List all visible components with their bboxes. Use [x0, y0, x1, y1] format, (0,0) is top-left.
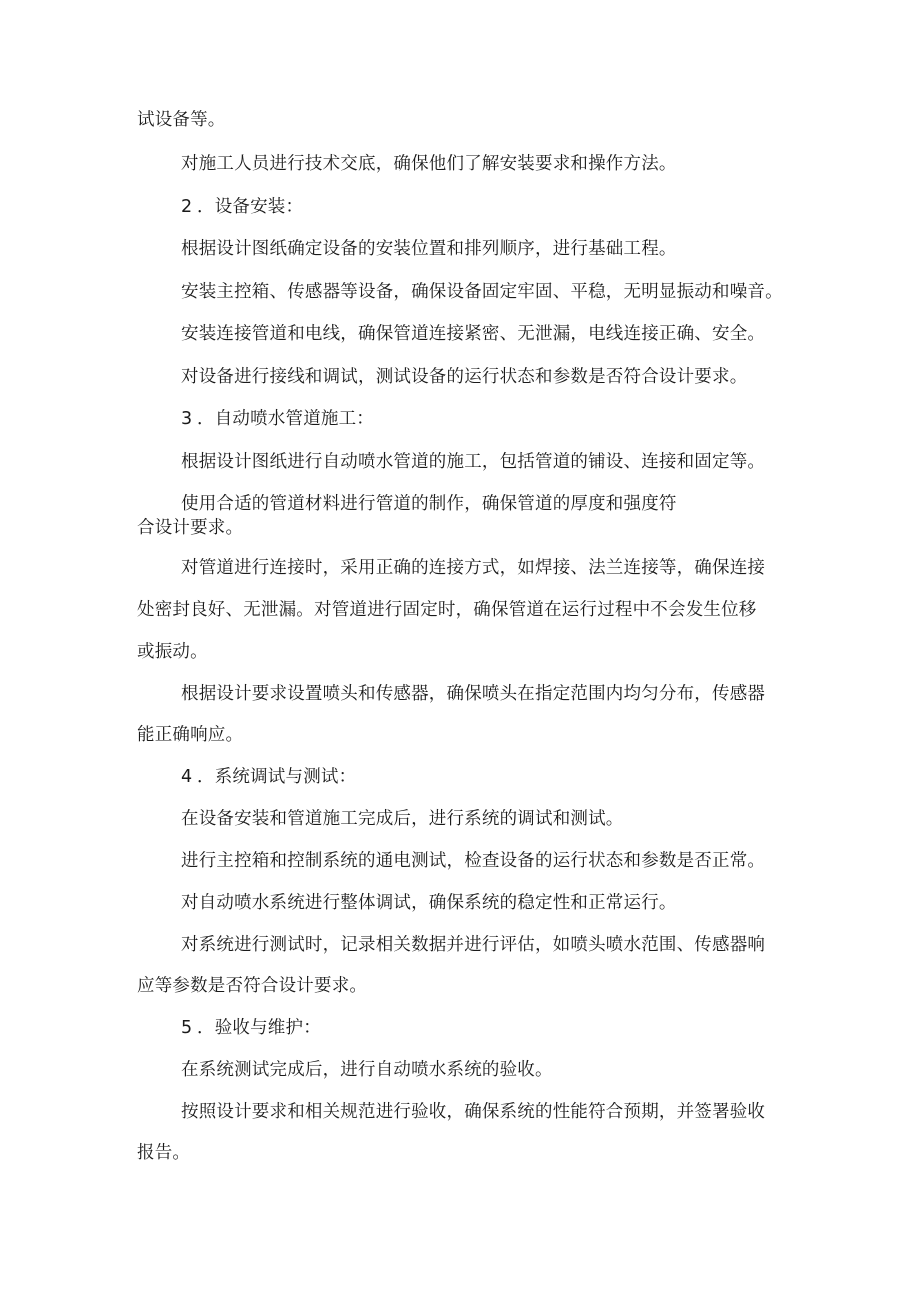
paragraph-line: 试设备等。: [137, 110, 226, 130]
section-number: 5: [181, 1018, 193, 1038]
paragraph-line: 对管道进行连接时，采用正确的连接方式，如焊接、法兰连接等，确保连接: [181, 558, 766, 578]
paragraph-line: 处密封良好、无泄漏。对管道进行固定时，确保管道在运行过程中不会发生位移: [137, 600, 757, 620]
paragraph-line: 安装主控箱、传感器等设备，确保设备固定牢固、平稳，无明显振动和噪音。: [181, 282, 783, 302]
section-heading-3: [181, 407, 374, 431]
paragraph-line: 或振动。: [137, 642, 208, 662]
paragraph-line: 对系统进行测试时，记录相关数据并进行评估，如喷头喷水范围、传感器响: [181, 935, 766, 955]
paragraph-line: 合设计要求。: [137, 518, 244, 538]
section-number: 4: [181, 767, 193, 787]
paragraph-line: 应等参数是否符合设计要求。: [137, 976, 368, 996]
section-title: ．自动喷水管道施工：: [197, 409, 374, 429]
paragraph-line: 根据设计图纸确定设备的安装位置和排列顺序，进行基础工程。: [181, 239, 677, 259]
section-heading-4: [181, 765, 356, 789]
section-heading-5: [181, 1016, 321, 1040]
paragraph-line: 对自动喷水系统进行整体调试，确保系统的稳定性和正常运行。: [181, 893, 677, 913]
paragraph-line: 对设备进行接线和调试，测试设备的运行状态和参数是否符合设计要求。: [181, 367, 748, 387]
section-number: 2: [181, 197, 193, 217]
paragraph-line: 能正确响应。: [137, 725, 244, 745]
paragraph-line: 安装连接管道和电线，确保管道连接紧密、无泄漏，电线连接正确、安全。: [181, 324, 766, 344]
paragraph-line: 使用合适的管道材料进行管道的制作，确保管道的厚度和强度符: [181, 494, 677, 514]
section-title: ．系统调试与测试：: [197, 767, 357, 787]
section-number: 3: [181, 409, 193, 429]
paragraph-line: 按照设计要求和相关规范进行验收，确保系统的性能符合预期，并签署验收: [181, 1102, 766, 1122]
paragraph-line: 报告。: [137, 1143, 191, 1163]
section-title: ．验收与维护：: [197, 1018, 321, 1038]
section-title: ．设备安装：: [197, 197, 304, 217]
paragraph-line: 在设备安装和管道施工完成后，进行系统的调试和测试。: [181, 809, 624, 829]
paragraph-line: 对施工人员进行技术交底，确保他们了解安装要求和操作方法。: [181, 154, 677, 174]
paragraph-line: 根据设计要求设置喷头和传感器，确保喷头在指定范围内均匀分布，传感器: [181, 684, 766, 704]
paragraph-line: 在系统测试完成后，进行自动喷水系统的验收。: [181, 1060, 553, 1080]
section-heading-2: [181, 195, 303, 219]
paragraph-line: 进行主控箱和控制系统的通电测试，检查设备的运行状态和参数是否正常。: [181, 851, 766, 871]
paragraph-line: 根据设计图纸进行自动喷水管道的施工，包括管道的铺设、连接和固定等。: [181, 452, 766, 472]
